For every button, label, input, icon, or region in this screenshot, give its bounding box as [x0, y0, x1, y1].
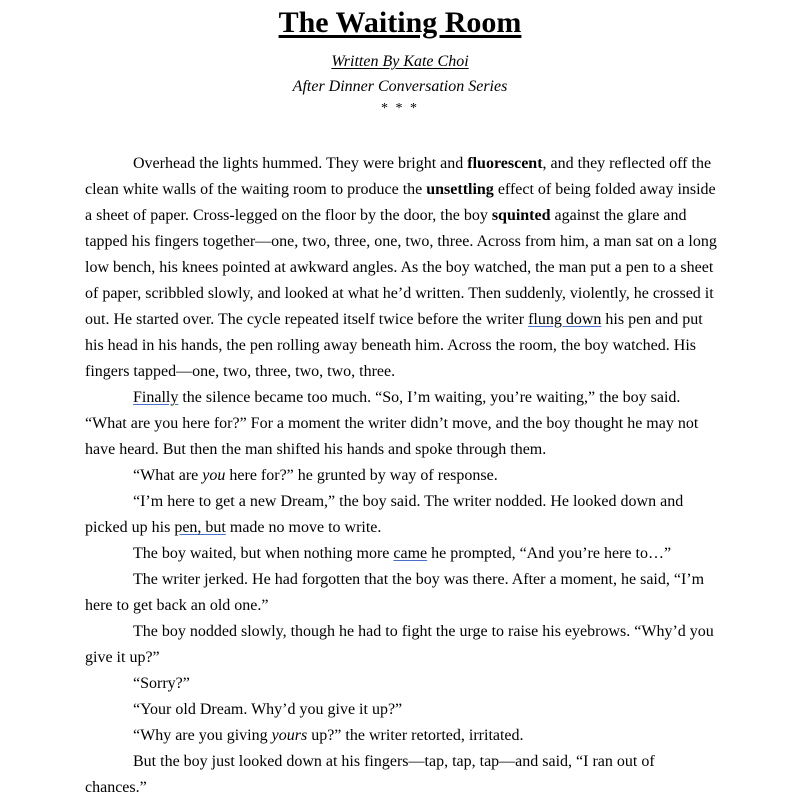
grammar-flag[interactable]: pen, but [174, 519, 226, 536]
paragraph [85, 567, 717, 619]
paragraph [85, 749, 717, 801]
paragraph-text: he prompted, “And you’re here to…” [427, 545, 672, 562]
paragraph-text: against the glare and tapped his fingers together—one, two, three, one, two, three. Across from him, a man sat on a long low bench, his knees pointed at awkward angles. As the boy watched, the man put a pen to a sheet of paper, scribbled slowly, and looked at what he’d written. Then suddenly, violently, he crossed it out. He started over. The cycle repeated itself twice before the writer [85, 207, 717, 328]
series-line: After Dinner Conversation Series [292, 78, 508, 95]
italic-word: you [202, 467, 226, 484]
paragraph-text: here for?” he grunted by way of response. [225, 467, 498, 484]
grammar-flag[interactable]: came [393, 545, 428, 562]
paragraph-text: “What are [133, 467, 203, 484]
paragraph [85, 385, 717, 463]
bold-word: squinted [491, 207, 551, 224]
paragraph-text: made no move to write. [225, 519, 382, 536]
paragraph-text: “Why are you giving [133, 727, 272, 744]
author-line: Written By Kate Choi [331, 53, 469, 70]
paragraph-text: the silence became too much. “So, I’m waiting, you’re waiting,” the boy said. “What are you here for?” For a moment the writer didn’t move, and the boy thought he may not have heard. But then the man shifted his hands and spoke through them. [85, 389, 699, 458]
bold-word: fluorescent [467, 155, 543, 172]
paragraph [85, 541, 717, 567]
paragraph-text: The boy nodded slowly, though he had to fight the urge to raise his eyebrows. “Why’d you give it up?” [85, 623, 714, 666]
paragraph [85, 489, 717, 541]
paragraph-text: his pen and put his head in his hands, the pen rolling away beneath him. Across the room, the boy watched. His fingers tapped—one, two, three, two, two, three. [85, 311, 703, 380]
paragraph-text: up?” the writer retorted, irritated. [307, 727, 524, 744]
paragraph [85, 697, 717, 723]
paragraph-text: “Your old Dream. Why’d you give it up?” [133, 701, 403, 718]
paragraph [85, 463, 717, 489]
paragraph [85, 151, 717, 385]
paragraph-text: “I’m here to get a new Dream,” the boy said. The writer nodded. He looked down and picked up his [85, 493, 684, 536]
paragraph-text: effect of being folded away inside a sheet of paper. Cross-legged on the floor by the door, the boy [85, 181, 716, 224]
paragraph [85, 619, 717, 671]
paragraph-text: “Sorry?” [133, 675, 190, 692]
grammar-flag[interactable]: Finally [133, 389, 179, 406]
italic-word: yours [271, 727, 308, 744]
paragraph-text: , and they reflected off the clean white walls of the waiting room to produce the [85, 155, 712, 198]
paragraph-text: The boy waited, but when nothing more [133, 545, 394, 562]
grammar-flag[interactable]: flung down [528, 311, 602, 328]
paragraph-text: Overhead the lights hummed. They were bright and [133, 155, 468, 172]
paragraph-text: The writer jerked. He had forgotten that the boy was there. After a moment, he said, “I’m here to get back an old one.” [85, 571, 705, 614]
paragraph [85, 723, 717, 749]
paragraph [85, 671, 717, 697]
bold-word: unsettling [426, 181, 494, 198]
paragraph-text: But the boy just looked down at his fingers—tap, tap, tap—and said, “I ran out of chances.” [85, 753, 655, 796]
story-body [85, 151, 717, 801]
document-title: The Waiting Room [278, 6, 522, 39]
section-separator: * * * [381, 101, 419, 116]
